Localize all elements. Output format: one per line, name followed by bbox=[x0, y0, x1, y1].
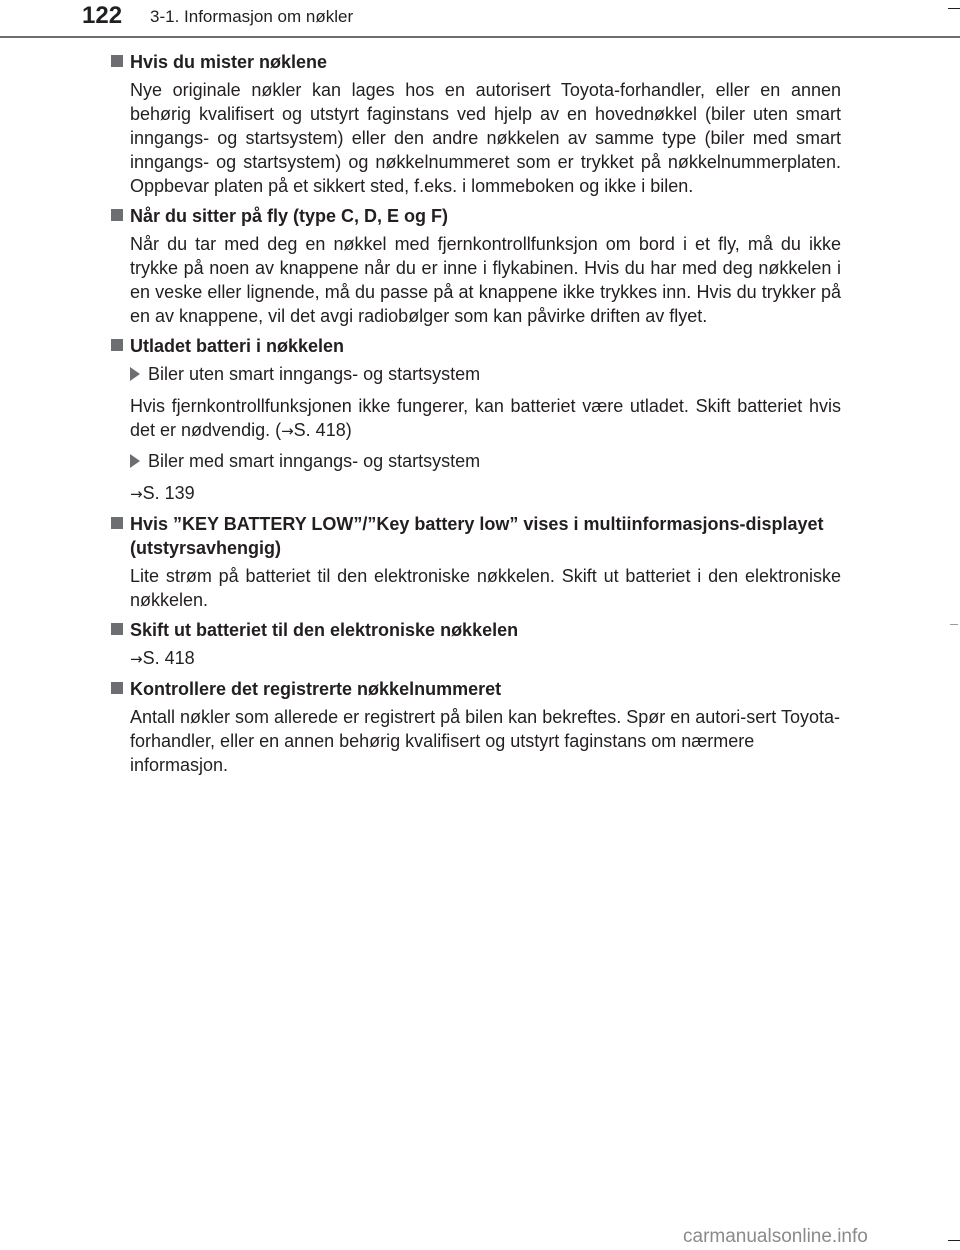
watermark: carmanualsonline.info bbox=[683, 1226, 868, 1247]
section-heading: Utladet batteri i nøkkelen bbox=[130, 336, 345, 356]
arrow-right-icon: → bbox=[130, 650, 143, 668]
page-number: 122 bbox=[82, 2, 123, 29]
triangle-bullet-icon bbox=[130, 367, 140, 381]
arrow-right-icon: → bbox=[281, 422, 294, 440]
section-key-battery-low bbox=[111, 512, 841, 612]
section-airplane bbox=[111, 204, 841, 328]
crop-mark bbox=[948, 1240, 960, 1241]
page-reference: S. 418 bbox=[293, 420, 346, 440]
subheading-with-smart-system bbox=[130, 449, 841, 473]
section-key-number bbox=[111, 677, 841, 777]
section-heading: Kontrollere det registrerte nøkkelnummeret bbox=[130, 679, 502, 699]
page-reference: S. 139 bbox=[142, 483, 195, 503]
section-heading: Når du sitter på fly (type C, D, E og F) bbox=[130, 206, 449, 226]
margin-mark bbox=[950, 624, 958, 625]
triangle-bullet-icon bbox=[130, 454, 140, 468]
square-bullet-icon bbox=[111, 209, 123, 221]
section-lost-keys bbox=[111, 50, 841, 198]
section-body: Antall nøkler som allerede er registrert på bilen kan bekreftes. Spør en autori-sert Toyota-forhandler, eller en annen behørig kvalifisert og utstyrt faginstans om nærmere informasjon. bbox=[130, 707, 840, 775]
subheading-label: Biler med smart inngangs- og startsystem bbox=[148, 451, 481, 471]
section-heading: Skift ut batteriet til den elektroniske nøkkelen bbox=[130, 620, 519, 640]
reference-line bbox=[130, 481, 841, 506]
section-replace-battery bbox=[111, 618, 841, 671]
section-body: Når du tar med deg en nøkkel med fjernkontrollfunksjon om bord i et fly, må du ikke trykke på noen av knappene når du er inne i flykabinen. Hvis du har med deg nøkkelen i en veske eller lignende, må du passe på at knappene ikke trykkes inn. Hvis du trykker på en av knappene, vil det avgi radiobølger som kan påvirke driften av flyet. bbox=[130, 234, 841, 326]
section-discharged-battery bbox=[111, 334, 841, 506]
reference-line bbox=[130, 646, 841, 671]
section-heading: Hvis du mister nøklene bbox=[130, 52, 328, 72]
subheading-label: Biler uten smart inngangs- og startsystem bbox=[148, 364, 481, 384]
section-body bbox=[130, 394, 841, 443]
body-text: ) bbox=[345, 420, 352, 440]
square-bullet-icon bbox=[111, 339, 123, 351]
section-heading: Hvis ”KEY BATTERY LOW”/”Key battery low” vises i multiinformasjons-displayet (utstyrsavhengig) bbox=[130, 514, 824, 558]
square-bullet-icon bbox=[111, 517, 123, 529]
chapter-title: 3-1. Informasjon om nøkler bbox=[150, 7, 354, 26]
square-bullet-icon bbox=[111, 623, 123, 635]
crop-mark bbox=[948, 8, 960, 9]
body-text: Hvis fjernkontrollfunksjonen ikke fungerer, kan batteriet være utladet. Skift batteriet hvis det er nødvendig. ( bbox=[130, 396, 841, 440]
section-body: Lite strøm på batteriet til den elektroniske nøkkelen. Skift ut batteriet i den elektroniske nøkkelen. bbox=[130, 566, 841, 610]
section-body: Nye originale nøkler kan lages hos en autorisert Toyota-forhandler, eller en annen behørig kvalifisert og utstyrt faginstans ved hjelp av en hovednøkkel (biler uten smart inngangs- og startsystem) eller den andre nøkkelen av samme type (biler med smart inngangs- og startsystem) og nøkkelnummeret som er trykket på nøkkelnummerplaten. Oppbevar platen på et sikkert sted, f.eks. i lommeboken og ikke i bilen. bbox=[130, 80, 841, 196]
square-bullet-icon bbox=[111, 55, 123, 67]
square-bullet-icon bbox=[111, 682, 123, 694]
header-rule bbox=[0, 36, 960, 38]
page-content bbox=[111, 50, 841, 783]
page-header bbox=[0, 0, 960, 40]
page-reference: S. 418 bbox=[142, 648, 195, 668]
subheading-without-smart-system bbox=[130, 362, 841, 386]
arrow-right-icon: → bbox=[130, 485, 143, 503]
